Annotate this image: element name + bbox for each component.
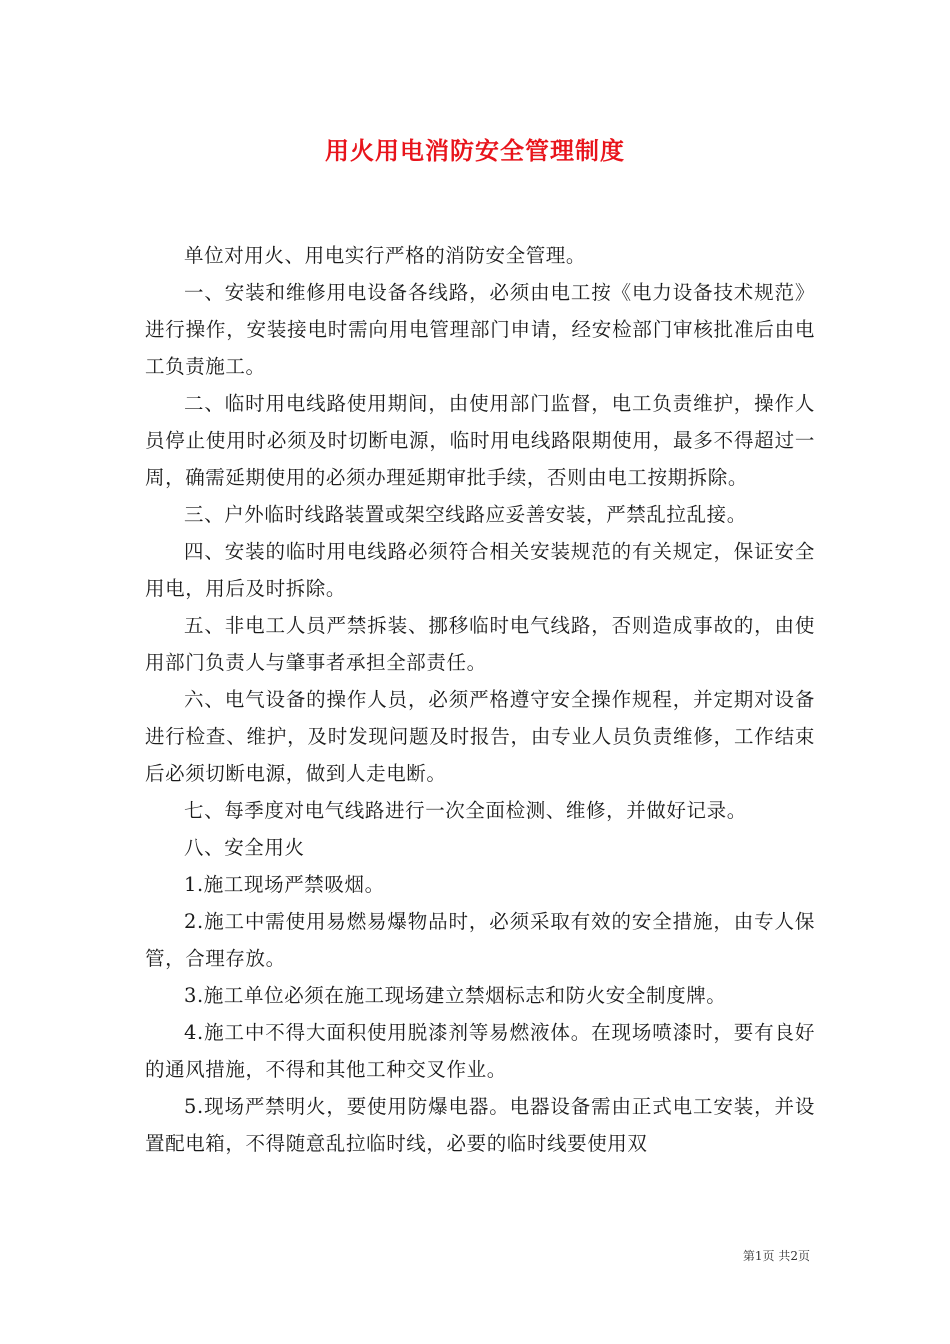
paragraph-subitem-5: 5.现场严禁明火，要使用防爆电器。电器设备需由正式电工安装，并设置配电箱，不得随意乱拉临时线，必要的临时线要使用双 [145,1095,815,1155]
paragraph-item-1: 一、安装和维修用电设备各线路，必须由电工按《电力设备技术规范》进行操作，安装接电时需向用电管理部门申请，经安检部门审核批准后由电工负责施工。 [145,281,815,378]
paragraph-subitem-2: 2.施工中需使用易燃易爆物品时，必须采取有效的安全措施，由专人保管，合理存放。 [145,910,815,970]
paragraph-subitem-3: 3.施工单位必须在施工现场建立禁烟标志和防火安全制度牌。 [184,984,727,1007]
document-body [145,237,815,1162]
document-title: 用火用电消防安全管理制度 [325,137,625,165]
page-number: 第1页 共2页 [742,1249,810,1263]
paragraph-item-8-heading: 八、安全用火 [184,836,305,859]
paragraph-item-3: 三、户外临时线路装置或架空线路应妥善安装，严禁乱拉乱接。 [184,503,747,526]
paragraph-item-2: 二、临时用电线路使用期间，由使用部门监督，电工负责维护，操作人员停止使用时必须及时切断电源，临时用电线路限期使用，最多不得超过一周，确需延期使用的必须办理延期审批手续，否则由电工按期拆除。 [145,392,815,489]
paragraph-item-7: 七、每季度对电气线路进行一次全面检测、维修，并做好记录。 [184,799,747,822]
paragraph-intro: 单位对用火、用电实行严格的消防安全管理。 [184,244,587,267]
paragraph-item-5: 五、非电工人员严禁拆装、挪移临时电气线路，否则造成事故的，由使用部门负责人与肇事者承担全部责任。 [145,614,815,674]
paragraph-item-6: 六、电气设备的操作人员，必须严格遵守安全操作规程，并定期对设备进行检查、维护，及时发现问题及时报告，由专业人员负责维修，工作结束后必须切断电源，做到人走电断。 [145,688,815,785]
paragraph-item-4: 四、安装的临时用电线路必须符合相关安装规范的有关规定，保证安全用电，用后及时拆除。 [145,540,815,600]
paragraph-subitem-1: 1.施工现场严禁吸烟。 [184,873,385,896]
paragraph-subitem-4: 4.施工中不得大面积使用脱漆剂等易燃液体。在现场喷漆时，要有良好的通风措施，不得和其他工种交叉作业。 [145,1021,815,1081]
